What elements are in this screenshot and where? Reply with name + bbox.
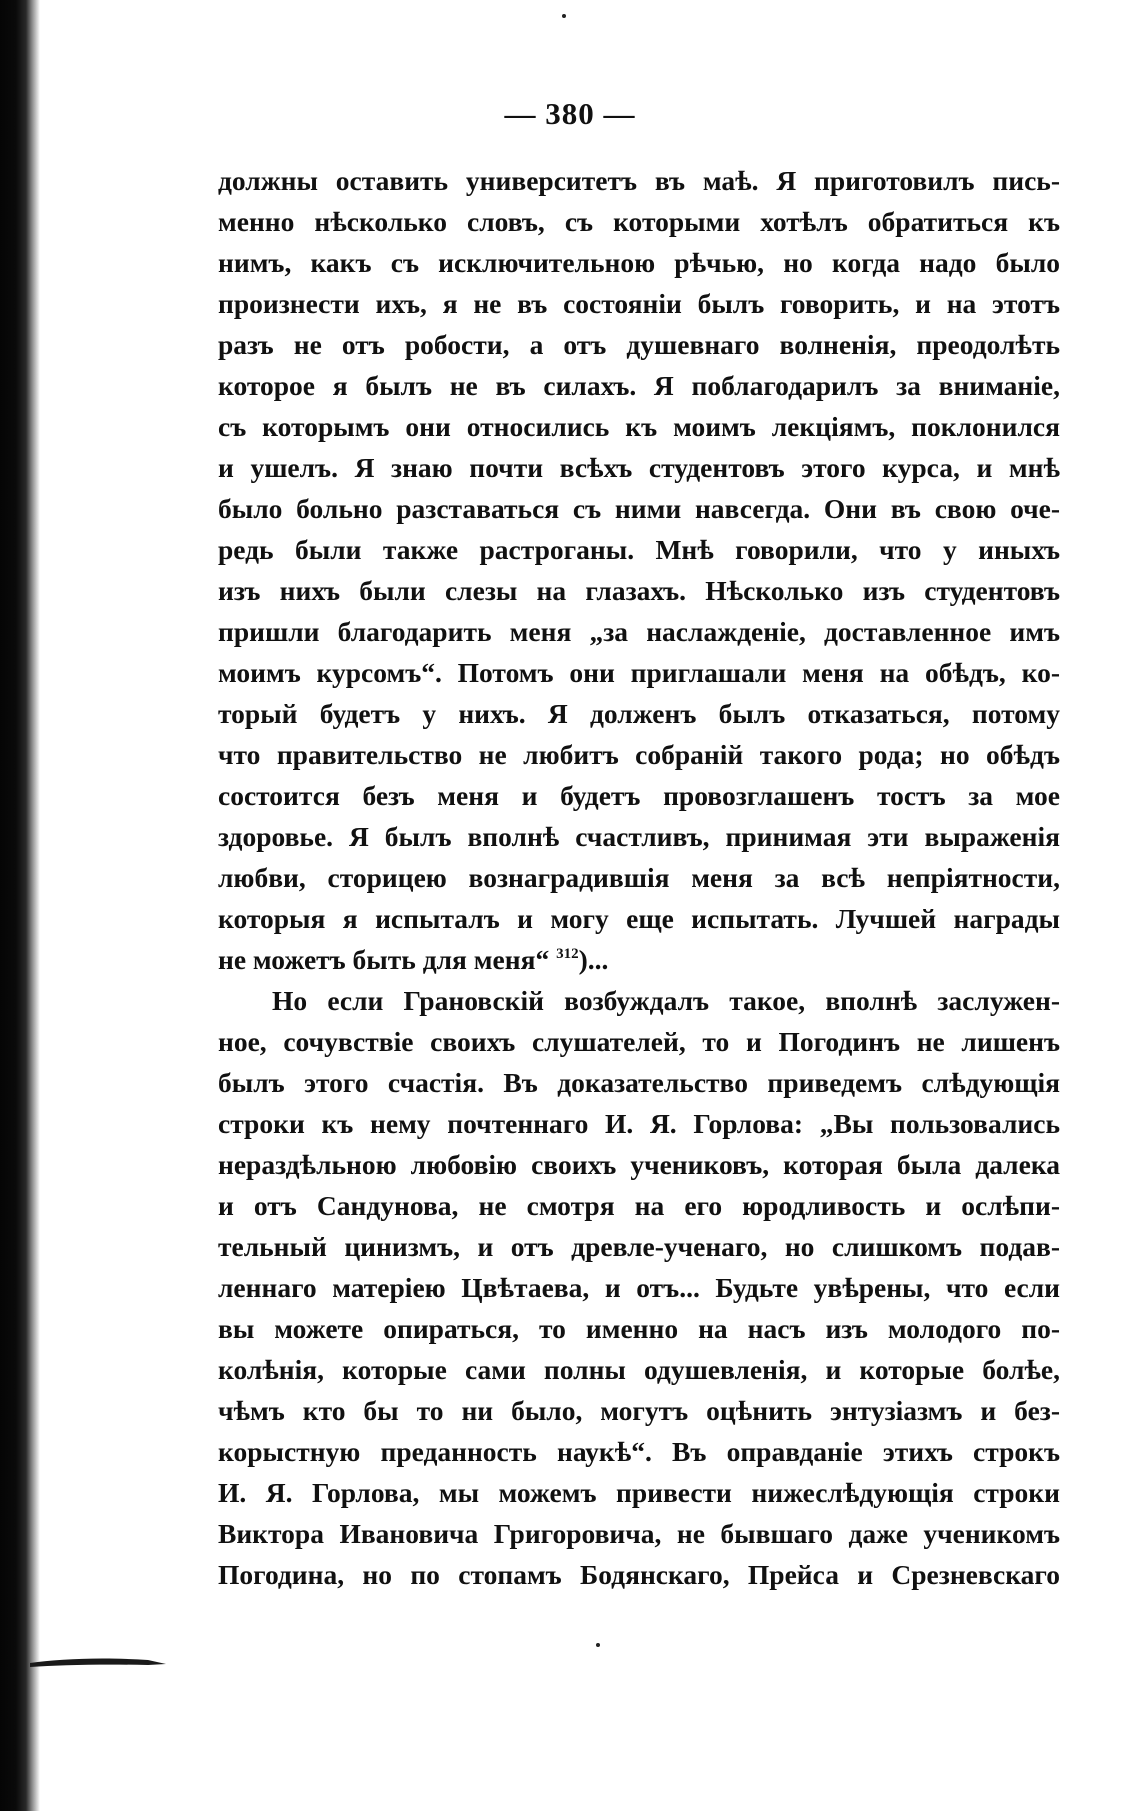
text-line: которыя я испыталъ и могу еще испытать. Лучшей награды: [218, 903, 1060, 934]
bottom-speck: [596, 1643, 600, 1647]
text-line: которое я былъ не въ силахъ. Я поблагодарилъ за вниманіе,: [218, 370, 1060, 401]
text-line: колѣнія, которые сами полны одушевленія, и которые болѣе,: [218, 1354, 1060, 1385]
paragraph-end-line: [218, 939, 1060, 980]
text-line: здоровье. Я былъ вполнѣ счастливъ, принимая эти выраженія: [218, 821, 1060, 852]
text-line: должны оставить университетъ въ маѣ. Я приготовилъ пись-: [218, 165, 1060, 196]
text-line: былъ этого счастія. Въ доказательство приведемъ слѣдующія: [218, 1067, 1060, 1098]
text-line: моимъ курсомъ“. Потомъ они приглашали меня на обѣдъ, ко-: [218, 657, 1060, 688]
page-text: [218, 160, 1060, 1595]
text-line: чѣмъ кто бы то ни было, могутъ оцѣнить энтузіазмъ и без-: [218, 1395, 1060, 1426]
top-speck: [562, 14, 566, 18]
paragraph-2: [218, 980, 1060, 1595]
text-line: любви, сторицею вознаградившія меня за всѣ непріятности,: [218, 862, 1060, 893]
text-line: разъ не отъ робости, а отъ душевнаго волненія, преодолѣть: [218, 329, 1060, 360]
text-line: пришли благодарить меня „за наслажденіе, доставленное имъ: [218, 616, 1060, 647]
binding-shadow: [0, 0, 40, 1811]
text-line: произнести ихъ, я не въ состояніи былъ говорить, и на этотъ: [218, 288, 1060, 319]
text-line: леннаго матеріею Цвѣтаева, и отъ... Будьте увѣрены, что если: [218, 1272, 1060, 1303]
text-segment: )...: [578, 944, 609, 975]
text-line: ное, сочувствіе своихъ слушателей, то и Погодинъ не лишенъ: [218, 1026, 1060, 1057]
text-segment: не можетъ быть для меня“: [218, 944, 557, 975]
text-line: было больно разставаться съ ними навсегда. Они въ свою оче-: [218, 493, 1060, 524]
footnote-marker: 312: [556, 946, 579, 962]
text-line: Но если Грановскій возбуждалъ такое, вполнѣ заслужен-: [272, 985, 1060, 1016]
text-line: вы можете опираться, то именно на насъ изъ молодого по-: [218, 1313, 1060, 1344]
text-line: и отъ Сандунова, не смотря на его юродливость и ослѣпи-: [218, 1190, 1060, 1221]
text-line: Виктора Ивановича Григоровича, не бывшаго даже ученикомъ: [218, 1518, 1060, 1549]
text-line: нимъ, какъ съ исключительною рѣчью, но когда надо было: [218, 247, 1060, 278]
text-line: менно нѣсколько словъ, съ которыми хотѣлъ обратиться къ: [218, 206, 1060, 237]
text-line: и ушелъ. Я знаю почти всѣхъ студентовъ этого курса, и мнѣ: [218, 452, 1060, 483]
text-line: редь были также растроганы. Мнѣ говорили, что у иныхъ: [218, 534, 1060, 565]
paragraph-1: [218, 160, 1060, 980]
page-number: — 380 —: [504, 96, 636, 131]
text-line: строки къ нему почтеннаго И. Я. Горлова: „Вы пользовались: [218, 1108, 1060, 1139]
text-line: торый будетъ у нихъ. Я долженъ былъ отказаться, потому: [218, 698, 1060, 729]
margin-smudge: [30, 1655, 170, 1669]
text-line: что правительство не любитъ собраній такого рода; но обѣдъ: [218, 739, 1060, 770]
text-line: тельный цинизмъ, и отъ древле-ученаго, но слишкомъ подав-: [218, 1231, 1060, 1262]
text-line: состоится безъ меня и будетъ провозглашенъ тостъ за мое: [218, 780, 1060, 811]
text-line: корыстную преданность наукѣ“. Въ оправданіе этихъ строкъ: [218, 1436, 1060, 1467]
text-line: изъ нихъ были слезы на глазахъ. Нѣсколько изъ студентовъ: [218, 575, 1060, 606]
text-line: Погодина, но по стопамъ Бодянскаго, Прейса и Срезневскаго: [218, 1559, 1060, 1590]
text-line: съ которымъ они относились къ моимъ лекціямъ, поклонился: [218, 411, 1060, 442]
text-line: нераздѣльною любовію своихъ учениковъ, которая была далека: [218, 1149, 1060, 1180]
text-line: И. Я. Горлова, мы можемъ привести нижеслѣдующія строки: [218, 1477, 1060, 1508]
